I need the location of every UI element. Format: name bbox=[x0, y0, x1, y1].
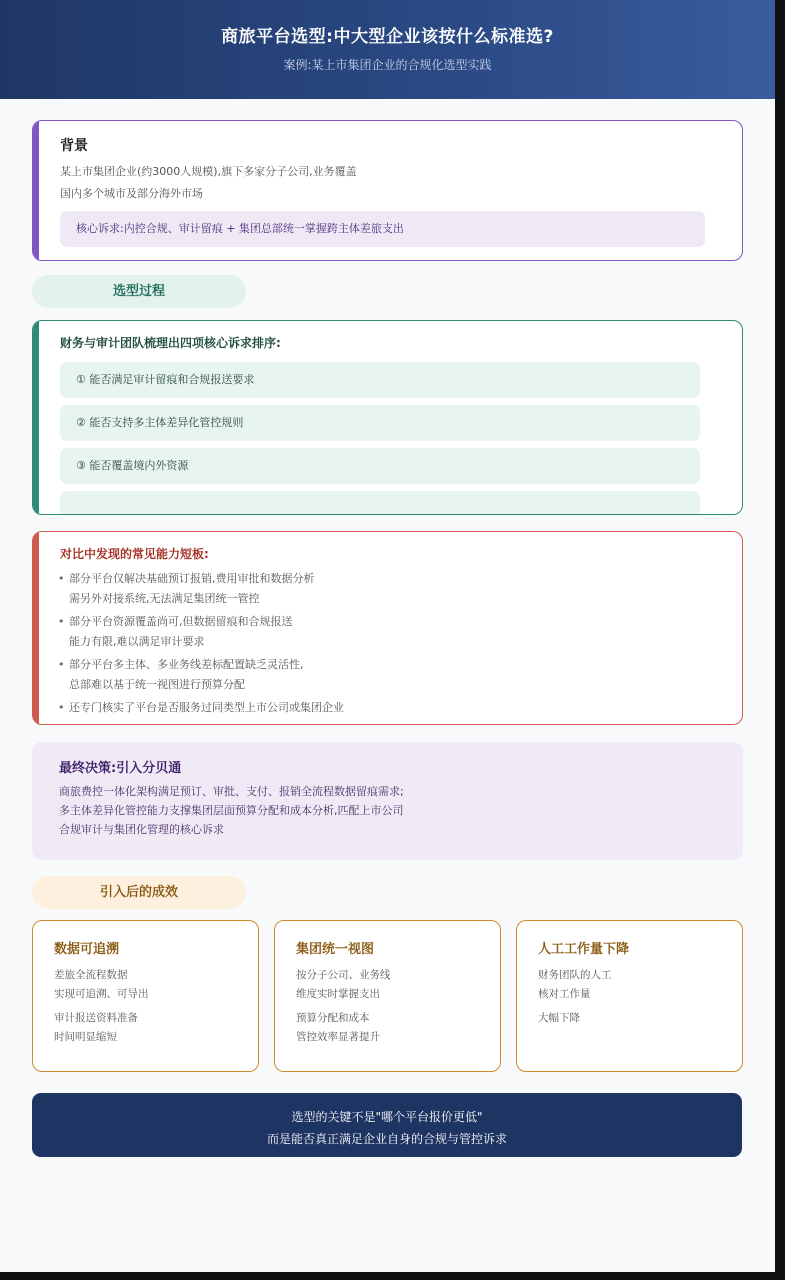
requirement-item bbox=[60, 491, 700, 515]
bullet-icon: • bbox=[58, 572, 65, 585]
result-card-group-view bbox=[274, 920, 501, 1072]
result-line: 财务团队的人工 bbox=[538, 969, 612, 981]
result-line: 差旅全流程数据 bbox=[54, 969, 128, 981]
background-card bbox=[32, 120, 743, 261]
requirement-item: ① 能否满足审计留痕和合规报送要求 bbox=[60, 362, 700, 398]
result-line: 按分子公司、业务线 bbox=[296, 969, 391, 981]
core-requirement-box: 核心诉求:内控合规、审计留痕 + 集团总部统一掌握跨主体差旅支出 bbox=[60, 211, 705, 247]
gap-line: 能力有限,难以满足审计要求 bbox=[69, 635, 205, 648]
result-title: 数据可追溯 bbox=[54, 942, 120, 957]
accent-bar bbox=[33, 532, 39, 724]
decision-card bbox=[32, 742, 743, 860]
page-title: 商旅平台选型:中大型企业该按什么标准选? bbox=[221, 27, 554, 47]
bullet-icon: • bbox=[58, 615, 65, 628]
accent-bar bbox=[33, 321, 39, 514]
window-edge bbox=[0, 1272, 785, 1280]
conclusion-banner bbox=[32, 1093, 742, 1157]
gap-item bbox=[58, 655, 304, 695]
accent-bar bbox=[33, 121, 39, 260]
results-section-label: 引入后的成效 bbox=[32, 876, 246, 909]
page-subtitle: 案例:某上市集团企业的合规化选型实践 bbox=[283, 58, 492, 72]
window-edge bbox=[775, 0, 785, 1280]
gaps-title: 对比中发现的常见能力短板: bbox=[60, 547, 209, 561]
gap-line: 总部难以基于统一视图进行预算分配 bbox=[69, 678, 245, 691]
gap-line: 还专门核实了平台是否服务过同类型上市公司或集团企业 bbox=[69, 701, 344, 714]
background-line: 国内多个城市及部分海外市场 bbox=[60, 187, 203, 200]
gap-line: 需另外对接系统,无法满足集团统一管控 bbox=[69, 592, 260, 605]
result-title: 集团统一视图 bbox=[296, 942, 375, 957]
result-line: 时间明显缩短 bbox=[54, 1031, 117, 1043]
result-line: 核对工作量 bbox=[538, 988, 591, 1000]
bullet-icon: • bbox=[58, 658, 65, 671]
gap-item bbox=[58, 612, 293, 652]
background-line: 某上市集团企业(约3000人规模),旗下多家分子公司,业务覆盖 bbox=[60, 165, 357, 178]
gap-line: 部分平台资源覆盖尚可,但数据留痕和合规报送 bbox=[69, 615, 293, 628]
result-line: 维度实时掌握支出 bbox=[296, 988, 380, 1000]
decision-line: 多主体差异化管控能力支撑集团层面预算分配和成本分析,匹配上市公司 bbox=[59, 804, 404, 817]
process-card bbox=[32, 320, 743, 515]
decision-line: 合规审计与集团化管理的核心诉求 bbox=[59, 823, 224, 836]
process-title: 财务与审计团队梳理出四项核心诉求排序: bbox=[60, 336, 281, 350]
requirement-item: ② 能否支持多主体差异化管控规则 bbox=[60, 405, 700, 441]
bullet-icon: • bbox=[58, 701, 65, 714]
gaps-card bbox=[32, 531, 743, 725]
conclusion-line: 而是能否真正满足企业自身的合规与管控诉求 bbox=[266, 1132, 507, 1146]
process-section-label: 选型过程 bbox=[32, 275, 246, 308]
result-line: 审计报送资料准备 bbox=[54, 1012, 138, 1024]
gap-line: 部分平台仅解决基础预订报销,费用审批和数据分析 bbox=[69, 572, 315, 585]
result-card-workload bbox=[516, 920, 743, 1072]
result-line: 实现可追溯、可导出 bbox=[54, 988, 149, 1000]
header-banner bbox=[0, 0, 775, 99]
result-line: 大幅下降 bbox=[538, 1012, 580, 1024]
gap-line: 部分平台多主体、多业务线差标配置缺乏灵活性, bbox=[69, 658, 304, 671]
result-card-traceability bbox=[32, 920, 259, 1072]
decision-line: 商旅费控一体化架构满足预订、审批、支付、报销全流程数据留痕需求; bbox=[59, 785, 404, 798]
gap-item bbox=[58, 698, 344, 718]
background-title: 背景 bbox=[60, 138, 88, 154]
gap-item bbox=[58, 569, 315, 609]
conclusion-line: 选型的关键不是"哪个平台报价更低" bbox=[291, 1110, 483, 1124]
result-title: 人工工作量下降 bbox=[538, 942, 630, 957]
result-line: 管控效率显著提升 bbox=[296, 1031, 380, 1043]
result-line: 预算分配和成本 bbox=[296, 1012, 370, 1024]
requirement-item: ③ 能否覆盖境内外资源 bbox=[60, 448, 700, 484]
decision-title: 最终决策:引入分贝通 bbox=[59, 761, 182, 776]
